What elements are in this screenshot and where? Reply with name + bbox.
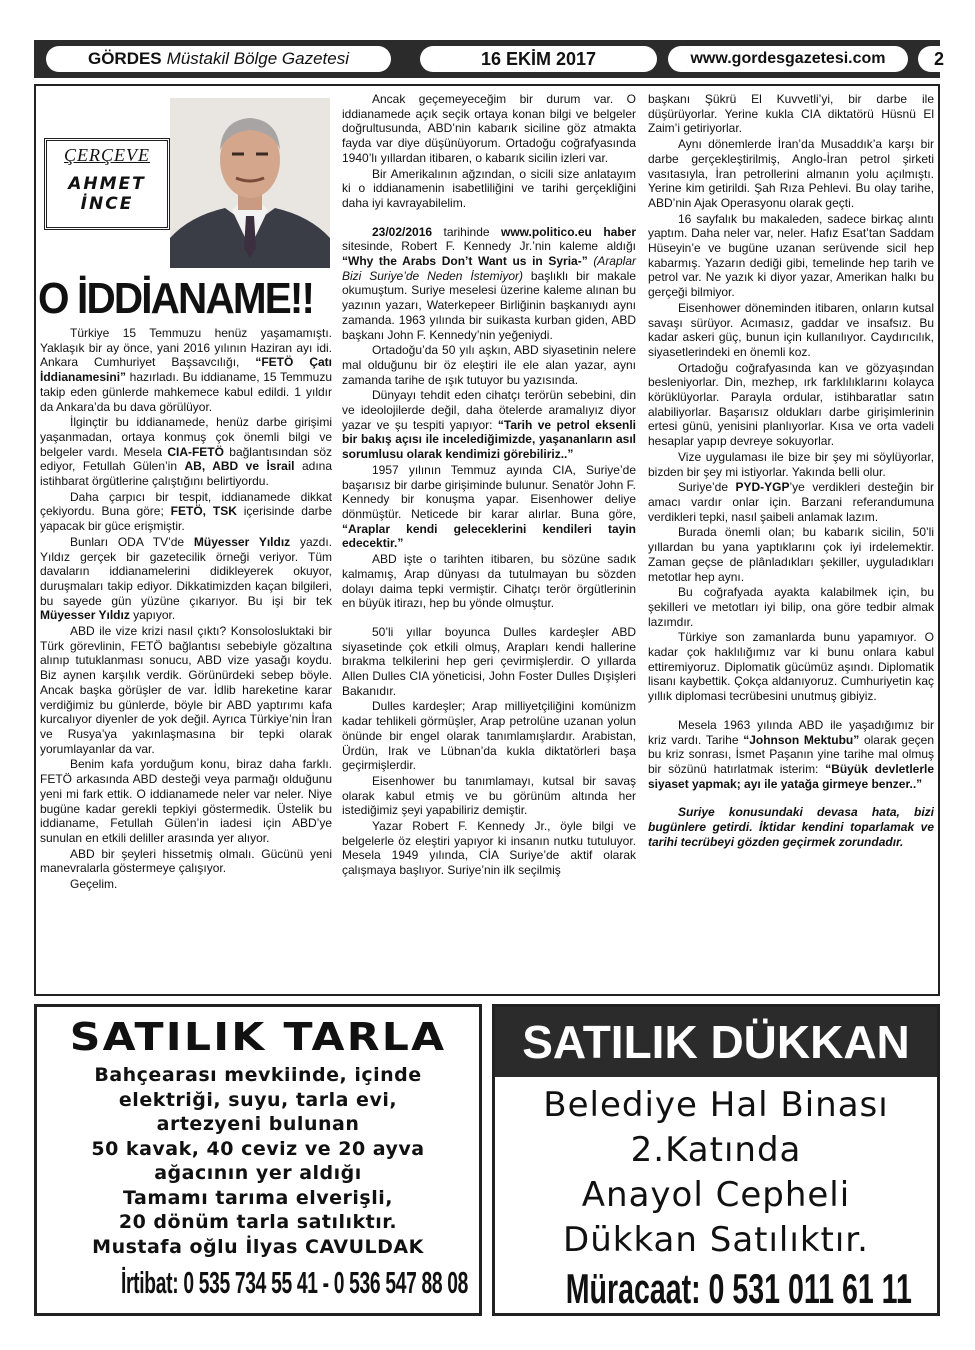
paragraph: Suriye konusundaki devasa hata, bizi bugünlere getirdi. İktidar kendini toparlamak ve tarihi tecrübeyi gözden geçirmek zorundadır. [648,805,934,849]
paragraph: İlginçtir bu iddianamede, henüz darbe girişimi yaşanmadan, ortaya konmuş çok önemli bilgi ve belgeler vardı. Mesela CIA-FETÖ bağlantısından söz ediyor, Fetullah Gülen’in AB, ABD ve İsrail adına istihbarat örgütlerine çalıştığını belirtiyordu. [40,415,332,489]
paragraph: Bunları ODA TV’de Müyesser Yıldız yazdı. Yıldız gerçek bir gazetecilik örneği veriyor. Tüm davaların iddianamelerini didikleyerek okuyor, duruşmaları takip ediyor. Dikkatimizden kaçan bilgileri, bu sayede gün yüzüne çıkarıyor. Bu işi bir tek Müyesser Yıldız yapıyor. [40,534,332,623]
newspaper-subtitle: Müstakil Bölge Gazetesi [166,49,350,68]
paragraph: Bu coğrafyada ayakta kalabilmek için, bu şekilleri ve metotları iyi bilip, ona göre tedbir almak lazımdır. [648,585,934,629]
ad-line: Bahçearası mevkiinde, içinde [94,1064,422,1086]
paragraph: Türkiye 15 Temmuzu henüz yaşamamıştı. Yaklaşık bir ay önce, yani 2016 yılının Haziran ayı idi. Ankara Cumhuriyet Başsavcılığı, “FETÖ Çatı İddianamesini” hazırladı. Bu iddianame, 15 Temmuzu takip eden günlerde mahkemece kabul edildi. 1 yıldır da Ankara’da bu dava görülüyor. [40,326,332,414]
ad-title: SATILIK DÜKKAN [495,1007,937,1077]
paragraph: 1957 yılının Temmuz ayında CIA, Suriye’de başarısız bir darbe girişiminde bulunur. Senatör John F. Kennedy bir konuşma yapar. Eisenhower deliye dönmüştür. Neticede bir karar alırlar. Buna göre, “Araplar kendi geleceklerini kendileri tayin edecektir.” [342,462,636,551]
ad-line: Dükkan Satılıktır. [563,1220,869,1260]
article-column-3 [648,92,934,850]
paragraph: Ortadoğu’da 50 yılı aşkın, ABD siyasetinin nelere mal olduğunu bir öz eleştiri ile ele alan yazar, aynı zamanda tarihe de ışık tutuyor bu yazısında. [342,343,636,387]
ad-contact: Müracaat: 0 531 011 61 11 [565,1265,912,1312]
article-headline: O İDDİANAME!! [38,274,314,323]
newspaper-title: GÖRDES [87,49,162,68]
ad-satilik-tarla [34,1004,482,1316]
ad-line: artezyeni bulunan [156,1113,360,1135]
ad-body [37,1063,479,1259]
paragraph: Dulles kardeşler; Arap milliyetçiliğini komünizm kadar tehlikeli görmüşler, Arap petrolüne uzanan yolun önünde bir engel olarak tanımlamışlardır. Arabistan, Ürdün, Irak ve Lübnan’da kukla diktatörleri başa geçirmişlerdir. [342,699,636,773]
column-title: ÇERÇEVE [64,145,150,165]
author-photo [170,98,330,268]
paragraph: Ortadoğu coğrafyasında kan ve gözyaşından besleniyorlar. Din, mezhep, ırk farklılıklarını kolayca körüklüyorlar. Parayla ordular, istihbaratlar satın alabiliyorlar. Başarısız oldukları darbe girişimlerinin ertesi günü, yenisini planlıyorlar. Kısa ve orta vadeli hesaplar yapıp devreye sokuyorlar. [648,360,934,449]
ad-body [495,1083,937,1263]
author-last-name: İNCE [80,194,134,214]
author-name [47,174,167,214]
page-header [34,40,944,78]
paragraph: Suriye’de PYD-YGP’ye verdikleri desteğin bir amacı vardır onlar için. Barzani referandumuna verdikleri tepki, nasıl şaibeli anlamak lazım. [648,480,934,524]
paragraph: Eisenhower döneminden itibaren, onların kutsal savaşı sürüyor. Acımasız, gaddar ve insafsız. Bu kadar askeri güç, bunun için kullanılıyor. Caydırıcılık, siyasetlerindeki en önemli koz. [648,300,934,359]
ad-line: Tamamı tarıma elverişli, [122,1186,393,1209]
paragraph: Burada önemli olan; bu kabarık sicilin, 50’li yıllardan bu yana yaptıklarını çok iyi irdelemektir. Zaman geçse de plânladıkları şekiller, uyguladıkları metotlar hep aynı. [648,525,934,584]
paragraph: başkanı Şükrü El Kuvvetli’yi, bir darbe ile düşürüyorlar. Yerine kukla CIA diktatörü Hüsnü El Zaim’i getiriyorlar. [648,92,934,136]
ad-satilik-dukkan [492,1004,940,1316]
page-number: 2 [918,46,960,72]
ad-line: Belediye Hal Binası [543,1085,889,1125]
author-portrait-icon [170,98,330,268]
ad-line: 20 dönüm tarla satılıktır. [118,1211,398,1233]
paragraph: 50’li yıllar boyunca Dulles kardeşler ABD siyasetinde çok etkili olmuş, Arapları kendi hallerine bırakma telkilerini hep geri çevirmişlerdir. O yıllarda Allen Dulles CIA yöneticisi, John Foster Dulles Dışişleri Bakanıdır. [342,624,636,698]
paragraph: ABD işte o tarihten itibaren, bu sözüne sadık kalmamış, Arap dünyası da tutulmayan bu sözden dolayı daima tepki vermiştir. Cihatçı terör örgütlerinin en büyük itirazı, hep bu yönde olmuştur. [342,552,636,611]
paragraph: 16 sayfalık bu makaleden, sadece birkaç alıntı yaptım. Daha neler var, neler. Hafız Esat’tan Saddam Hüseyin’e ve bugüne uzanan serüvende sicil hep kabarmış. Yazarın dediği gibi, temelinde hep tarih ve petrol var. Ne yazık ki diyor yazar, Amerikan halkı bu gerçeği bilmiyor. [648,211,934,300]
paragraph: Benim kafa yorduğum konu, biraz daha farklı. FETÖ arkasında ABD desteği veya parmağı olduğunu yeni mi fark ettik. O iddianamede neler var neler. Niye bugüne kadar gerekli tepkiyi göstermedik. Üstelik bu iddianame, Fetullah Gülen’in iadesi için ABD’ye sunulan en etkili deliller arasında yer alıyor. [40,757,332,845]
article-column-2 [342,92,636,879]
paragraph: Türkiye son zamanlarda bunu yapamıyor. O kadar çok haklılığımız var ki bunu onlara kabul ettiremiyoruz. Diplomatik gücümüz aşındı. Diplomatik lisanı kaybettik. Çokça aldanıyoruz. Cumhuriyetin kaç yıllık diplomasi tecrübesini unutmuş gibiyiz. [648,630,934,704]
ad-title: SATILIK TARLA [69,1015,447,1059]
ad-line: ağacının yer aldığı [154,1162,362,1184]
article-column-1 [40,326,332,893]
ad-line: 2.Katında [630,1130,802,1170]
website-link[interactable]: www.gordesgazetesi.com [668,46,908,72]
author-first-name: AHMET [68,174,146,194]
paragraph: Dünyayı tehdit eden cihatçı terörün sebebini, din ve ideolojilerde değil, daha ötelerde aramalıyız diyor yazar ve şu tespiti yapıyor: “Tarih ve petrol eksenli bir bakış açısı ile incelediğimizde, yaşananların asıl sorumlusu olarak kendimizi görebiliriz..” [342,388,636,462]
paragraph: Vize uygulaması ile bize bir şey mi söylüyorlar, bizden bir şey mi istiyorlar. Yakında belli olur. [648,449,934,479]
paragraph: Geçelim. [70,877,118,892]
ad-line: elektriği, suyu, tarla evi, [118,1088,398,1111]
paragraph: 23/02/2016 tarihinde www.politico.eu haber sitesinde, Robert F. Kennedy Jr.’nin kaleme aldığı “Why the Arabs Don’t Want us in Syria-” (Araplar Bizi Suriye’de Neden İstemiyor) başlıklı bir makale okumuştum. Suriye meselesi üzerine kaleme alınan bu yazının yazarı, Waterkepeer Birliğinin başkanıydı aynı zamanda. 1963 yılında bir suikasta kurban giden, ABD başkanı John F. Kennedy’nin yeğeniydi. [342,224,636,342]
ad-line: 50 kavak, 40 ceviz ve 20 ayva [91,1137,425,1160]
paragraph: Bir Amerikalının ağzından, o sicili size anlatayım ki o iddianamenin isabetliliğini ve tarihi gerçekliğini daha iyi kavrayabilelim. [342,166,636,210]
paragraph: Eisenhower bu tanımlamayı, kutsal bir savaş olarak kabul etmiş ve bu görünüm altında her istediğimiz şeyi yapabiliriz demiştir. [342,773,636,818]
columnist-box [44,138,170,230]
issue-date: 16 EKİM 2017 [420,46,657,72]
paragraph: Yazar Robert F. Kennedy Jr., öyle bilgi ve belgelerle öz eleştiri yapıyor ki insanın nutku tutuluyor. Mesela 1949 yılında, CİA Suriye’de aktif olarak çalışmaya başlıyor. Suriye’nin ilk seçilmiş [342,819,636,878]
paragraph: Aynı dönemlerde İran’da Musaddık’a karşı bir darbe gerçekleştirilmiş, Anglo-İran petrol şirketi vasıtasıyla, İran petrollerini almanın yolu açılmıştı. Yerine kim getirildi. Şah Rıza Pehlevi. Bu olay tarihe, ABD’nin Ajak Operasyonu olarak geçti. [648,137,934,210]
ad-line: Anayol Cepheli [581,1175,851,1215]
ad-contact: İrtibat: 0 535 734 55 41 - 0 536 547 88 08 [120,1265,469,1300]
paragraph: Ancak geçemeyeceğim bir durum var. O iddianamede açık seçik ortaya konan bilgi ve belgeler doğrultusunda, ABD’nin kabarık siciline göz atmakta fayda var diye düşünüyorum. Ortadoğu coğrafyasında 1940’lı yıllardan itibaren, o kabarık sicilin izleri var. [342,92,636,165]
ad-line: Mustafa oğlu İlyas CAVULDAK [92,1235,424,1258]
paragraph: ABD bir şeyleri hissetmiş olmalı. Gücünü yeni manevralarla göstermeye çalışıyor. [40,846,332,876]
paragraph: ABD ile vize krizi nasıl çıktı? Konsolosluktaki bir Türk görevlinin, FETÖ bağlantısı sebebiyle gözaltına alınıp tutuklanması sonucu, ABD vize yasağı koydu. Biz aynen karşılık verdik. Görünürdeki sebep böyle. Ancak başka görüşler de var. İdlib hareketine karar verdiğimiz bu günlerde, böyle bir ABD yaptırımı kafa kurcalıyor diyenler de yok değil. Ayrıca Türkiye’nin İran ve Rusya’ya yakınlaşmasına bir tepki olarak yorumlayanlar da var. [40,624,332,756]
newspaper-name [46,46,391,72]
paragraph: Daha çarpıcı bir tespit, iddianamede dikkat çekiyordu. Buna göre; FETÖ, TSK içerisinde darbe yapacak bir güce erişmiştir. [40,489,332,534]
paragraph: Mesela 1963 yılında ABD ile yaşadığımız bir kriz vardı. Tarihe “Johnson Mektubu” olarak geçen bu kriz sonrası, İsmet Paşanın yine tarihe mal olmuş bir sözünü hatırlatmak isterim: “Büyük devletlerle siyaset yapmak; ayı ile yatağa girmeye benzer..” [648,717,935,791]
